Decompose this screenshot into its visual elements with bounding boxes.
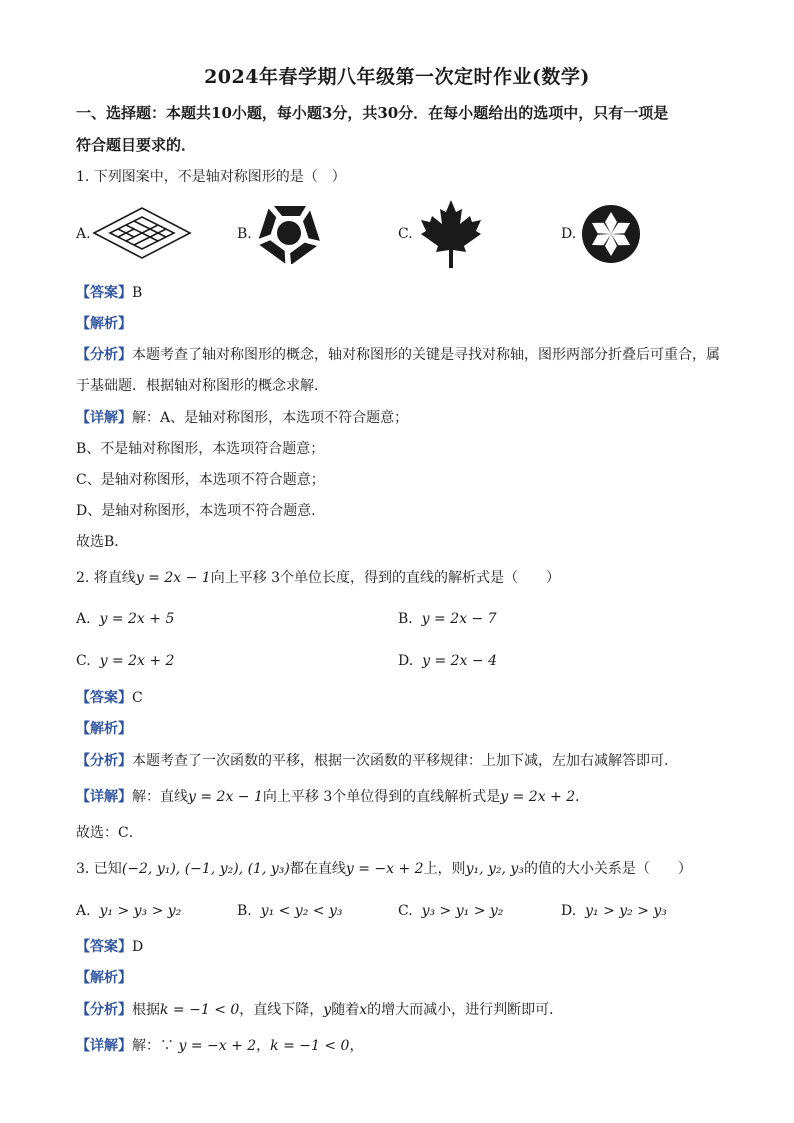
q1-fenxi-line1: 【分析】本题考查了轴对称图形的概念，轴对称图形的关键是寻找对称轴，图形两部分折叠后可重合，属 — [76, 347, 720, 363]
snowflake-circle-icon — [581, 204, 641, 264]
q2-option-d: D. y = 2x − 4 — [398, 653, 497, 669]
q2-option-c: C. y = 2x + 2 — [76, 653, 175, 669]
q3-option-a: A. y₁ > y₃ > y₂ — [76, 903, 182, 919]
q3-option-d: D. y₁ > y₂ > y₃ — [561, 903, 667, 919]
section-heading-line2: 符合题目要求的． — [76, 136, 197, 154]
q1-option-a-label: A. — [76, 226, 91, 242]
q1-conclusion: 故选B． — [76, 534, 129, 550]
q3-stem: 3. 已知(−2, y₁), (−1, y₂), (1, y₃)都在直线y = −x + 2上，则y₁, y₂, y₃的值的大小关系是（ ） — [76, 861, 692, 877]
knot-pattern-icon — [90, 204, 194, 262]
q1-option-c-label: C. — [398, 226, 413, 242]
q1-detail-line1: 【详解】解：A、是轴对称图形，本选项不符合题意； — [76, 410, 409, 426]
q2-fenxi: 【分析】本题考查了一次函数的平移，根据一次函数的平移规律：上加下减，左加右减解答即可． — [76, 753, 678, 769]
q1-detail-line2: B、不是轴对称图形，本选项符合题意； — [76, 441, 325, 457]
q3-fenxi: 【分析】根据k = −1 < 0，直线下降，y随着x的增大而减小，进行判断即可． — [76, 1002, 564, 1018]
q1-fenxi-line2: 于基础题．根据轴对称图形的概念求解． — [76, 378, 328, 394]
q1-stem: 1. 下列图案中，不是轴对称图形的是（ ） — [76, 169, 346, 185]
section-heading-line1: 一、选择题：本题共10小题，每小题3分，共30分．在每小题给出的选项中，只有一项是 — [76, 104, 669, 122]
q1-option-d-label: D. — [561, 226, 577, 242]
q2-option-b: B. y = 2x − 7 — [398, 611, 497, 627]
q2-analysis-label: 【解析】 — [76, 721, 132, 737]
q2-detail: 【详解】解：直线y = 2x − 1向上平移 3个单位得到的直线解析式是y = 2x + 2． — [76, 789, 590, 805]
q3-option-b: B. y₁ < y₂ < y₃ — [237, 903, 343, 919]
q2-answer: 【答案】C — [76, 690, 143, 706]
q3-option-c: C. y₃ > y₁ > y₂ — [398, 903, 504, 919]
q1-detail-line3: C、是轴对称图形，本选项不符合题意； — [76, 472, 325, 488]
q2-option-a: A. y = 2x + 5 — [76, 611, 175, 627]
q3-detail: 【详解】解：∵ y = −x + 2，k = −1 < 0， — [76, 1038, 364, 1054]
rotating-ring-icon — [256, 202, 322, 264]
q2-stem: 2. 将直线y = 2x − 1向上平移 3个单位长度，得到的直线的解析式是（ ） — [76, 570, 561, 586]
maple-leaf-icon — [418, 198, 484, 270]
q1-answer: 【答案】B — [76, 285, 143, 301]
q3-answer: 【答案】D — [76, 939, 144, 955]
q1-detail-line4: D、是轴对称图形，本选项不符合题意． — [76, 503, 326, 519]
q2-conclusion: 故选：C． — [76, 825, 143, 841]
q1-option-b-label: B. — [237, 226, 252, 242]
page-title: 2024年春学期八年级第一次定时作业(数学) — [204, 66, 590, 88]
q3-analysis-label: 【解析】 — [76, 970, 132, 986]
q1-analysis-label: 【解析】 — [76, 316, 132, 332]
